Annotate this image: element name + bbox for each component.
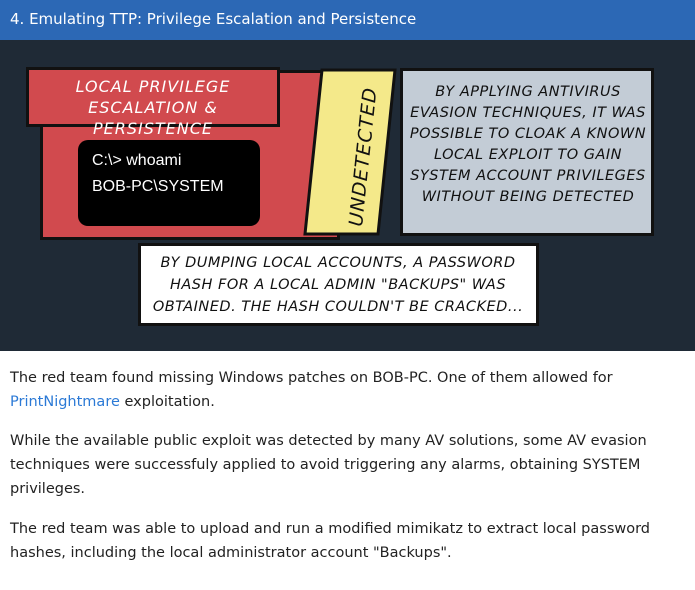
paragraph-av-evasion: While the available public exploit was detected by many AV solutions, some AV evasion techniques were successfuly applied to avoid triggering any alarms, obtaining SYSTEM privileges. [10,433,647,497]
terminal-output: BOB-PC\SYSTEM [92,178,224,195]
comic-gray-caption: BY APPLYING ANTIVIRUS EVASION TECHNIQUES, IT WAS POSSIBLE TO CLOAK A KNOWN LOCAL EXPLOIT TO GAIN SYSTEM ACCOUNT PRIVILEGES WITHOUT BEING DETECTED [409,84,647,205]
paragraph-patches-text: The red team found missing Windows patches on BOB-PC. One of them allowed for [10,370,613,386]
comic-terminal [78,140,260,226]
paragraph-patches-tail: exploitation. [119,394,215,410]
terminal-command: C:\> whoami [92,152,182,169]
section-header [0,0,695,40]
comic-white-caption: BY DUMPING LOCAL ACCOUNTS, A PASSWORD HASH FOR A LOCAL ADMIN "BACKUPS" WAS OBTAINED. THE HASH COULDN'T BE CRACKED... [152,255,524,315]
paragraph-mimikatz: The red team was able to upload and run a modified mimikatz to extract local password hashes, including the local administrator account "Backups". [10,521,651,561]
comic-red-label: LOCAL PRIVILEGE ESCALATION & PERSISTENCE [26,67,280,127]
section-title: 4. Emulating TTP: Privilege Escalation and Persistence [10,10,417,28]
paragraph-patches [10,366,680,414]
comic-yellow-panel [300,67,400,237]
printnightmare-link[interactable]: PrintNightmare [10,394,120,410]
yellow-panel-label: UNDETECTED [345,86,382,228]
